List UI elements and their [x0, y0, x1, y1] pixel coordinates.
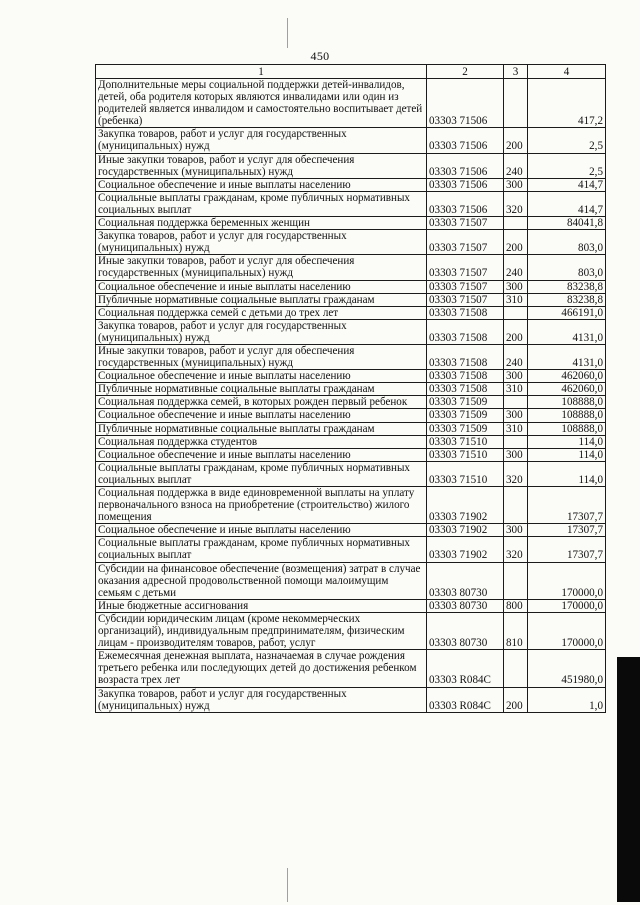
row-expense-type: 300 — [504, 448, 528, 461]
row-description: Публичные нормативные социальные выплаты гражданам — [96, 422, 427, 435]
row-amount: 417,2 — [528, 79, 606, 128]
row-amount: 170000,0 — [528, 612, 606, 649]
row-expense-type: 300 — [504, 178, 528, 191]
row-code: 03303 71509 — [427, 422, 504, 435]
row-amount: 114,0 — [528, 435, 606, 448]
table-row — [96, 217, 606, 230]
row-description: Закупка товаров, работ и услуг для государственных (муниципальных) нужд — [96, 687, 427, 712]
row-description: Иные закупки товаров, работ и услуг для обеспечения государственных (муниципальных) нужд — [96, 255, 427, 280]
row-description: Социальная поддержка в виде единовременной выплаты на уплату первоначального взноса на приобретение (строительство) жилого помещения — [96, 487, 427, 524]
row-description: Социальное обеспечение и иные выплаты населению — [96, 370, 427, 383]
row-code: 03303 71508 — [427, 306, 504, 319]
row-expense-type — [504, 650, 528, 687]
row-amount: 17307,7 — [528, 524, 606, 537]
row-amount: 4131,0 — [528, 319, 606, 344]
table-row — [96, 153, 606, 178]
row-expense-type — [504, 79, 528, 128]
row-description: Социальная поддержка семей с детьми до трех лет — [96, 306, 427, 319]
row-amount: 2,5 — [528, 128, 606, 153]
row-amount: 462060,0 — [528, 370, 606, 383]
row-description: Дополнительные меры социальной поддержки детей-инвалидов, детей, оба родителя которых являются инвалидами или один из родителей является инвалидом и самостоятельно воспитывает детей (ребенка) — [96, 79, 427, 128]
row-code: 03303 71509 — [427, 396, 504, 409]
row-description: Субсидии на финансовое обеспечение (возмещения) затрат в случае оказания адресной продовольственной помощи малоимущим семьям с детьми — [96, 562, 427, 599]
row-code: 03303 71508 — [427, 383, 504, 396]
table-row — [96, 650, 606, 687]
row-amount: 114,0 — [528, 448, 606, 461]
row-description: Публичные нормативные социальные выплаты гражданам — [96, 293, 427, 306]
row-code: 03303 71508 — [427, 319, 504, 344]
row-description: Социальное обеспечение и иные выплаты населению — [96, 178, 427, 191]
table-row — [96, 687, 606, 712]
row-code: 03303 71510 — [427, 448, 504, 461]
row-code: 03303 71508 — [427, 344, 504, 369]
table-row — [96, 344, 606, 369]
row-code: 03303 R084C — [427, 650, 504, 687]
table-row — [96, 409, 606, 422]
table-row — [96, 79, 606, 128]
table-row — [96, 191, 606, 216]
row-description: Социальная поддержка студентов — [96, 435, 427, 448]
row-code: 03303 71507 — [427, 217, 504, 230]
row-expense-type: 320 — [504, 537, 528, 562]
row-expense-type: 300 — [504, 524, 528, 537]
row-code: 03303 80730 — [427, 562, 504, 599]
row-amount: 170000,0 — [528, 562, 606, 599]
table-row — [96, 293, 606, 306]
table-row — [96, 487, 606, 524]
row-code: 03303 71507 — [427, 293, 504, 306]
scan-artifact-line — [287, 868, 288, 902]
table-row — [96, 435, 606, 448]
row-description: Социальная поддержка семей, в которых рожден первый ребенок — [96, 396, 427, 409]
column-header-expense-type: 3 — [504, 65, 528, 79]
row-amount: 108888,0 — [528, 409, 606, 422]
row-description: Ежемесячная денежная выплата, назначаемая в случае рождения третьего ребенка или последующих детей до достижения ребенком возраста трех лет — [96, 650, 427, 687]
row-amount: 4131,0 — [528, 344, 606, 369]
row-description: Социальное обеспечение и иные выплаты населению — [96, 524, 427, 537]
scan-edge-shadow — [617, 657, 640, 902]
row-description: Социальная поддержка беременных женщин — [96, 217, 427, 230]
row-amount: 462060,0 — [528, 383, 606, 396]
row-code: 03303 71507 — [427, 280, 504, 293]
row-expense-type: 240 — [504, 344, 528, 369]
row-amount: 803,0 — [528, 230, 606, 255]
table-row — [96, 306, 606, 319]
table-row — [96, 461, 606, 486]
column-header-code: 2 — [427, 65, 504, 79]
row-amount: 170000,0 — [528, 599, 606, 612]
row-description: Социальное обеспечение и иные выплаты населению — [96, 448, 427, 461]
table-row — [96, 370, 606, 383]
table-row — [96, 562, 606, 599]
row-code: 03303 R084C — [427, 687, 504, 712]
row-code: 03303 71902 — [427, 537, 504, 562]
row-expense-type: 320 — [504, 461, 528, 486]
row-expense-type — [504, 487, 528, 524]
row-expense-type: 200 — [504, 319, 528, 344]
budget-table — [95, 64, 606, 713]
row-amount: 108888,0 — [528, 422, 606, 435]
row-expense-type: 310 — [504, 383, 528, 396]
row-description: Социальное обеспечение и иные выплаты населению — [96, 409, 427, 422]
row-code: 03303 71506 — [427, 153, 504, 178]
row-expense-type: 300 — [504, 280, 528, 293]
row-code: 03303 71902 — [427, 487, 504, 524]
row-expense-type: 300 — [504, 409, 528, 422]
table-row — [96, 599, 606, 612]
row-description: Закупка товаров, работ и услуг для государственных (муниципальных) нужд — [96, 128, 427, 153]
row-description: Социальное обеспечение и иные выплаты населению — [96, 280, 427, 293]
row-amount: 803,0 — [528, 255, 606, 280]
row-expense-type — [504, 396, 528, 409]
row-code: 03303 71507 — [427, 230, 504, 255]
row-code: 03303 71506 — [427, 191, 504, 216]
table-row — [96, 178, 606, 191]
header-row — [96, 65, 606, 79]
row-code: 03303 80730 — [427, 612, 504, 649]
table-row — [96, 448, 606, 461]
row-code: 03303 71510 — [427, 461, 504, 486]
row-expense-type: 310 — [504, 422, 528, 435]
row-code: 03303 71509 — [427, 409, 504, 422]
row-expense-type: 310 — [504, 293, 528, 306]
table-row — [96, 319, 606, 344]
page-number: 450 — [310, 49, 330, 63]
row-code: 03303 71510 — [427, 435, 504, 448]
row-amount: 451980,0 — [528, 650, 606, 687]
row-code: 03303 71507 — [427, 255, 504, 280]
row-amount: 84041,8 — [528, 217, 606, 230]
table-row — [96, 422, 606, 435]
row-expense-type — [504, 562, 528, 599]
row-expense-type: 320 — [504, 191, 528, 216]
table-row — [96, 383, 606, 396]
row-code: 03303 71508 — [427, 370, 504, 383]
row-code: 03303 71902 — [427, 524, 504, 537]
row-description: Социальные выплаты гражданам, кроме публичных нормативных социальных выплат — [96, 461, 427, 486]
row-expense-type: 200 — [504, 128, 528, 153]
row-amount: 466191,0 — [528, 306, 606, 319]
row-description: Иные бюджетные ассигнования — [96, 599, 427, 612]
table-row — [96, 396, 606, 409]
row-amount: 17307,7 — [528, 487, 606, 524]
row-description: Иные закупки товаров, работ и услуг для обеспечения государственных (муниципальных) нужд — [96, 153, 427, 178]
table-row — [96, 280, 606, 293]
row-expense-type: 240 — [504, 255, 528, 280]
row-expense-type: 240 — [504, 153, 528, 178]
column-header-amount: 4 — [528, 65, 606, 79]
row-expense-type: 200 — [504, 230, 528, 255]
row-description: Закупка товаров, работ и услуг для государственных (муниципальных) нужд — [96, 230, 427, 255]
table-row — [96, 537, 606, 562]
row-expense-type — [504, 435, 528, 448]
row-amount: 108888,0 — [528, 396, 606, 409]
row-expense-type: 810 — [504, 612, 528, 649]
row-expense-type — [504, 306, 528, 319]
row-description: Социальные выплаты гражданам, кроме публичных нормативных социальных выплат — [96, 537, 427, 562]
row-description: Социальные выплаты гражданам, кроме публичных нормативных социальных выплат — [96, 191, 427, 216]
row-code: 03303 80730 — [427, 599, 504, 612]
column-header-description: 1 — [96, 65, 427, 79]
row-description: Субсидии юридическим лицам (кроме некоммерческих организаций), индивидуальным предпринимателям, физическим лицам - производителям товаров, работ, услуг — [96, 612, 427, 649]
row-amount: 414,7 — [528, 178, 606, 191]
row-amount: 414,7 — [528, 191, 606, 216]
row-expense-type: 800 — [504, 599, 528, 612]
row-expense-type: 300 — [504, 370, 528, 383]
row-amount: 114,0 — [528, 461, 606, 486]
row-expense-type: 200 — [504, 687, 528, 712]
table-row — [96, 128, 606, 153]
table-row — [96, 524, 606, 537]
row-expense-type — [504, 217, 528, 230]
row-code: 03303 71506 — [427, 79, 504, 128]
row-amount: 83238,8 — [528, 293, 606, 306]
row-amount: 2,5 — [528, 153, 606, 178]
row-code: 03303 71506 — [427, 128, 504, 153]
row-amount: 17307,7 — [528, 537, 606, 562]
row-description: Иные закупки товаров, работ и услуг для обеспечения государственных (муниципальных) нужд — [96, 344, 427, 369]
table-row — [96, 230, 606, 255]
table-row — [96, 255, 606, 280]
row-code: 03303 71506 — [427, 178, 504, 191]
scan-artifact-line — [287, 18, 288, 48]
row-amount: 83238,8 — [528, 280, 606, 293]
row-description: Закупка товаров, работ и услуг для государственных (муниципальных) нужд — [96, 319, 427, 344]
row-amount: 1,0 — [528, 687, 606, 712]
row-description: Публичные нормативные социальные выплаты гражданам — [96, 383, 427, 396]
table-row — [96, 612, 606, 649]
